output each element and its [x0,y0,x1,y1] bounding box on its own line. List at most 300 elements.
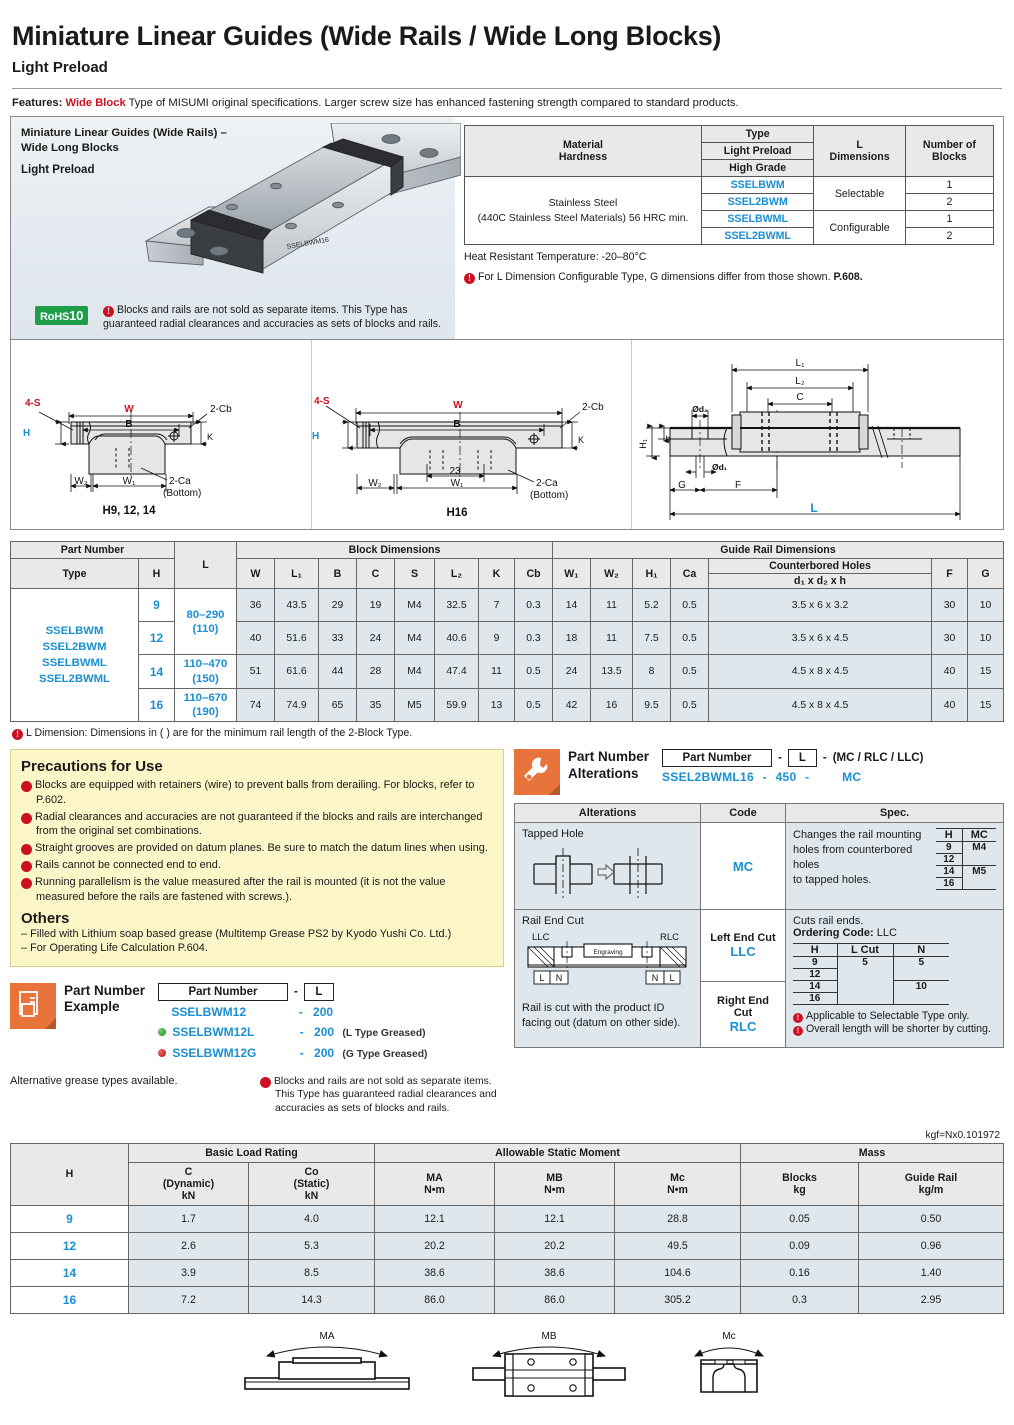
cell-K: 7 [479,589,515,622]
features-highlight: Wide Block [65,97,126,110]
mini-mc: M5 [962,866,996,890]
load-C: 7.2 [129,1286,249,1313]
cell-G: 15 [968,688,1004,722]
precaution-text: Blocks are equipped with retainers (wire) to prevent balls from derailing. For blocks, refer to P.602. [35,779,475,806]
lcut-h: 16 [793,993,837,1005]
label-bottom: (Bottom) [530,490,569,502]
col-blocks-l1: Blocks [782,1171,817,1184]
cell-S: M5 [395,688,435,722]
pn-example-code[interactable]: SSELBWM12L [172,1025,255,1040]
pn-example-dash: - [299,1025,304,1040]
col-spec: Spec. [786,804,1004,823]
load-mass-blocks: 0.16 [741,1259,859,1286]
lcut-col-n: N [893,944,949,957]
mini-h: 12 [936,854,962,866]
table-row [11,589,1004,622]
spec-mc [786,823,1004,910]
part-number-example-row [158,1004,504,1021]
ldim-header-l1: L [856,139,863,152]
col-C-l1: C [184,1165,193,1178]
load-MC: 28.8 [615,1205,741,1232]
warning-icon: ! [103,306,114,317]
load-MB: 12.1 [495,1205,615,1232]
rlc-tag: RLC [660,932,680,944]
rec-note [793,1023,996,1036]
mc-size-table [936,828,996,890]
label-W1: W₁ [122,476,136,488]
col-W1: W₁ [553,559,591,589]
cell-K: 9 [479,622,515,655]
light-preload-header: Light Preload [701,143,813,160]
cell-holes: 3.5 x 6 x 4.5 [709,622,932,655]
high-grade-header: High Grade [701,160,813,177]
alt-format-box1: Part Number [662,749,772,767]
alterations-icon [514,749,560,795]
moment-diagram-mc [681,1330,777,1402]
col-H: H [11,1143,129,1205]
load-Co: 8.5 [249,1259,375,1286]
rec-note [793,1010,996,1023]
rec-spec-l1: Cuts rail ends. [793,915,864,928]
col-S: S [395,559,435,589]
spec-rail-end-cut [786,910,1004,1048]
blocks-count: 2 [905,228,993,245]
alterations-format [662,749,1004,767]
mini-h: 16 [936,878,962,890]
table-row [936,842,996,854]
pn-example-suffix: (L Type Greased) [342,1028,426,1040]
col-type: Type [11,559,139,589]
features-label: Features: [12,97,63,110]
cell-G: 15 [968,655,1004,689]
l-dimension-footnote-text: L Dimension: Dimensions in ( ) are for the minimum rail length of the 2-Block Type. [26,727,413,740]
lcut-col-lcut: L Cut [837,944,893,957]
table-row [11,655,1004,689]
col-rail-l2: kg/m [918,1183,944,1196]
ldim-header-l2: Dimensions [829,151,890,164]
load-H: 12 [11,1232,129,1259]
group-block-dimensions: Block Dimensions [237,542,553,559]
alt-format-tail: (MC / RLC / LLC) [832,752,924,765]
group-rail-dimensions: Guide Rail Dimensions [553,542,1004,559]
col-W: W [237,559,275,589]
code-llc: LLC [730,944,756,960]
cell-Ca: 0.5 [671,688,709,722]
alt-example-dash2: - [805,770,810,785]
table-row [11,622,1004,655]
col-MA [375,1162,495,1205]
table-row [515,910,1004,982]
cell-F: 30 [932,589,968,622]
col-W2: W₂ [591,559,633,589]
type-link-ssel2bwm[interactable]: SSEL2BWM [701,194,813,211]
document-cube-icon [17,990,49,1022]
cell-C: 19 [357,589,395,622]
cell-F: 40 [932,655,968,689]
page-subtitle: Light Preload [12,59,108,77]
cell-K: 11 [479,655,515,689]
cell-B: 33 [319,622,357,655]
code-llc-cell [701,910,786,982]
cell-H1: 5.2 [633,589,671,622]
lcut-col-h: H [793,944,837,957]
alterations-format-area [662,749,1004,784]
material-header [465,126,702,177]
precaution-text: Radial clearances and accuracies are not guaranteed if the blocks and rails are interchanged from the original set combinations. [35,810,483,837]
lbl-N: N [555,973,563,984]
col-B: B [319,559,357,589]
pn-example-length: 200 [314,1025,335,1040]
lcut-value: 5 [837,957,893,1005]
drawing-caption-2: H16 [446,507,468,520]
product-photo-box [11,117,455,339]
col-Co-static [249,1162,375,1205]
cell-H: 9 [139,589,175,622]
alteration-rail-end-cut [515,910,701,1048]
material-value-l1: Stainless Steel [548,197,618,209]
spec-mc-l3: to tapped holes. [793,873,872,886]
code-mc-cell [701,823,786,910]
rohs-number: 10 [69,308,84,324]
cell-L1: 43.5 [275,589,319,622]
rec-note-text: Applicable to Selectable Type only. [806,1010,970,1023]
moment-label-mc: Mc [722,1330,736,1342]
label-K: K [578,435,585,446]
col-H1: H₁ [633,559,671,589]
col-alterations: Alterations [515,804,701,823]
load-H: 16 [11,1286,129,1313]
col-code: Code [701,804,786,823]
group-part-number: Part Number [11,542,175,559]
blocks-header-l1: Number of [922,139,976,152]
rail-end-cut-diagram [522,931,692,997]
drawing-h9-12-14 [11,340,311,529]
pn-example-dash: - [298,1004,303,1019]
cell-H1: 8 [633,655,671,689]
type-link-ssel2bwml[interactable]: SSEL2BWML [701,228,813,245]
part-type-3[interactable]: SSELBWML [42,657,107,670]
table-row [11,1259,1004,1286]
precaution-text: Rails cannot be connected end to end. [35,859,221,872]
lcut-h: 14 [793,981,837,993]
datasheet-page [0,22,1014,1414]
cell-Cb: 0.3 [515,622,553,655]
load-mass-blocks: 0.3 [741,1286,859,1313]
load-Co: 14.3 [249,1286,375,1313]
photo-note [103,304,447,331]
pn-format-box1: Part Number [158,983,288,1001]
cell-Cb: 0.5 [515,655,553,689]
mini-col-h: H [936,829,962,842]
col-C-l3: kN [181,1189,196,1202]
col-Co-l1: Co [304,1165,319,1178]
lbl-N2: N [651,973,659,984]
material-spec-box [455,117,1003,339]
kgf-conversion-note: kgf=Nx0.101972 [925,1129,1000,1141]
col-MA-l2: N•m [424,1183,445,1196]
cell-W2: 16 [591,688,633,722]
mini-col-mc: MC [962,829,996,842]
top-panel [10,116,1004,340]
cell-C: 35 [357,688,395,722]
cell-W: 40 [237,622,275,655]
cell-L [175,688,237,722]
col-L: L [175,542,237,589]
label-bottom: (Bottom) [163,488,202,500]
photo-note-text: Blocks and rails are not sold as separate items. This Type has guaranteed radial clearances and accuracies as sets of blocks and rails. [103,304,442,330]
material-value-l2: (440C Stainless Steel Materials) 56 HRC min. [477,212,689,224]
label-H: H [312,431,320,443]
cell-holes: 4.5 x 8 x 4.5 [709,688,932,722]
lcut-table [793,943,949,1005]
header-divider [12,88,1002,89]
col-counterbored-group [709,559,932,589]
pn-example-dash: - [299,1046,304,1061]
alt-format-box2: L [788,749,817,767]
load-rating-table [10,1143,1004,1314]
part-number-example-icon [10,983,56,1029]
col-blocks-l2: kg [793,1183,806,1196]
label-H: H [23,428,31,440]
pn-example-code[interactable]: SSELBWM12G [172,1046,257,1061]
heat-resistant-note: Heat Resistant Temperature: -20–80°C [464,251,647,264]
col-C-dynamic [129,1162,249,1205]
technical-drawings [10,340,1004,530]
cell-L-range: 110–670 [183,691,228,704]
label-d2: Ød₂ [692,404,708,415]
precaution-item [17,778,493,806]
blocks-header [905,126,993,177]
cell-S: M4 [395,589,435,622]
pn-example-code[interactable]: SSELBWM12 [171,1004,247,1019]
cell-L [175,589,237,655]
label-L1: L₁ [795,358,805,370]
label-W2: W₂ [74,476,88,488]
rec-note-text: Overall length will be shorter by cutting. [806,1023,991,1036]
label-d1: Ød₁ [712,462,728,473]
part-number-example-title [64,983,150,1015]
cell-Cb: 0.5 [515,688,553,722]
cell-K: 13 [479,688,515,722]
cell-L2: 47.4 [435,655,479,689]
pn-title-l1: Part Number [64,982,146,998]
group-static-moment: Allowable Static Moment [375,1143,741,1162]
moment-label-mb: MB [541,1330,557,1342]
dimension-table [10,541,1004,722]
group-basic-load: Basic Load Rating [129,1143,375,1162]
part-types-cell [11,589,139,722]
cell-W2: 13.5 [591,655,633,689]
table-row [11,1286,1004,1313]
alt-title-l1: Part Number [568,749,650,765]
load-MB: 20.2 [495,1232,615,1259]
part-type-4[interactable]: SSEL2BWML [39,673,110,686]
rlc-label: Right End Cut [717,995,769,1020]
cell-L-min: (190) [192,706,219,719]
table-row [11,1205,1004,1232]
lcut-n: 5 [893,957,949,981]
col-H: H [139,559,175,589]
rohs-label: RoHS [40,311,70,324]
warning-icon: ! [12,729,23,740]
col-Co-l3: kN [304,1189,319,1202]
red-dot-icon [158,1049,166,1057]
lbl-L2: L [669,973,675,984]
type-link-sselbwml[interactable]: SSELBWML [701,211,813,228]
warning-icon: ! [21,878,32,889]
load-MA: 12.1 [375,1205,495,1232]
cell-H1: 9.5 [633,688,671,722]
drawing-side-view [631,340,1003,529]
mid-section [10,749,1004,1115]
cell-W: 74 [237,688,275,722]
g-note-text: For L Dimension Configurable Type, G dimensions differ from those shown. [478,271,831,284]
cell-G: 10 [968,622,1004,655]
photo-caption [21,126,445,155]
col-mass-rail [859,1162,1004,1205]
cell-L-range: 80–290 [186,608,225,621]
cell-L-min: (110) [192,622,219,635]
pn-footer-note [256,1075,504,1116]
part-number-example-block [10,983,504,1063]
label-2Ca: 2-Ca [536,478,558,490]
label-K: K [207,432,214,443]
cell-W: 36 [237,589,275,622]
load-Co: 4.0 [249,1205,375,1232]
col-MC [615,1162,741,1205]
label-F: F [734,480,742,492]
rec-caption-l1: Rail is cut with the product ID [522,1002,665,1015]
load-C: 3.9 [129,1259,249,1286]
cell-H: 12 [139,622,175,655]
engraving-label: Engraving [593,949,623,957]
cell-H1: 7.5 [633,622,671,655]
alt-grease-note: Alternative grease types available. [10,1074,178,1087]
warning-icon: ! [21,844,32,855]
table-row [11,1232,1004,1259]
photo-caption-preload: Light Preload [21,163,95,176]
load-mass-blocks: 0.05 [741,1205,859,1232]
alt-example-code[interactable]: SSEL2BWML16 [662,770,754,785]
cell-L1: 61.6 [275,655,319,689]
mini-mc: M4 [962,842,996,866]
part-number-example-content [158,983,504,1063]
col-C: C [357,559,395,589]
cell-L2: 40.6 [435,622,479,655]
warning-icon: ! [260,1077,271,1088]
code-rlc: RLC [729,1019,757,1035]
spec-mc-l2: holes from counterbored holes [793,844,913,871]
alt-example-length: 450 [775,770,797,785]
label-H1: H₁ [638,439,648,450]
alterations-header [514,749,1004,795]
load-MB: 86.0 [495,1286,615,1313]
moment-label-ma: MA [319,1330,335,1342]
cell-B: 44 [319,655,357,689]
load-mass-rail: 2.95 [859,1286,1004,1313]
type-link-sselbwm[interactable]: SSELBWM [701,177,813,194]
alterations-title [568,749,656,781]
blocks-count: 1 [905,211,993,228]
col-C-l2: (Dynamic) [162,1177,215,1190]
cell-G: 10 [968,589,1004,622]
cell-W1: 14 [553,589,591,622]
col-MB-l1: MB [546,1171,563,1184]
blocks-count: 1 [905,177,993,194]
col-L2: L₂ [435,559,479,589]
ldim-selectable: Selectable [814,177,905,211]
cell-L1: 51.6 [275,622,319,655]
cell-Cb: 0.3 [515,589,553,622]
material-value [465,177,702,245]
part-type-1[interactable]: SSELBWM [45,625,104,638]
load-mass-rail: 0.96 [859,1232,1004,1259]
lbl-L: L [539,973,545,984]
mini-h: 9 [936,842,962,854]
product-engraving-text: SSELBWM16 [286,236,330,252]
pn-example-suffix: (G Type Greased) [342,1049,428,1061]
load-MA: 38.6 [375,1259,495,1286]
load-H: 9 [11,1205,129,1232]
cell-H: 14 [139,655,175,689]
cell-W2: 11 [591,622,633,655]
blocks-count: 2 [905,194,993,211]
ldim-configurable: Configurable [814,211,905,245]
mid-left-column [10,749,504,1115]
load-MC: 49.5 [615,1232,741,1259]
precaution-item [17,858,493,872]
load-C: 1.7 [129,1205,249,1232]
label-W: W [453,400,463,412]
warning-icon: ! [793,1013,803,1023]
part-type-2[interactable]: SSEL2BWM [42,641,107,654]
label-h: h [665,434,671,445]
load-MA: 86.0 [375,1286,495,1313]
cell-W2: 11 [591,589,633,622]
llc-tag: LLC [532,932,550,944]
code-mc: MC [732,858,754,874]
g-note-page: P.608. [833,271,863,284]
label-L2: L₂ [795,376,805,388]
cell-W1: 24 [553,655,591,689]
tapped-hole-label: Tapped Hole [522,828,584,841]
alt-title-l2: Alterations [568,765,639,781]
col-G: G [968,559,1004,589]
label-4S: 4-S [314,396,330,408]
material-header-l2: Hardness [558,151,608,164]
rohs-badge [35,306,88,325]
label-B: B [125,419,133,431]
load-Co: 5.3 [249,1232,375,1259]
cell-W: 51 [237,655,275,689]
label-W1: W₁ [450,478,464,490]
mini-h: 14 [936,866,962,878]
photo-caption-line2: Wide Long Blocks [21,142,119,155]
blocks-header-l2: Blocks [932,151,967,164]
precautions-title: Precautions for Use [21,758,163,776]
pn-title-l2: Example [64,998,120,1014]
alt-format-dash: - [778,752,782,765]
load-MA: 20.2 [375,1232,495,1259]
load-mass-rail: 0.50 [859,1205,1004,1232]
part-number-format [158,983,504,1001]
lcut-n: 10 [893,981,949,1005]
page-title: Miniature Linear Guides (Wide Rails / Wide Long Blocks) [12,21,722,51]
others-title: Others [21,909,70,927]
g-dimension-note [464,271,994,284]
cell-holes: 4.5 x 8 x 4.5 [709,655,932,689]
col-Cb: Cb [515,559,553,589]
